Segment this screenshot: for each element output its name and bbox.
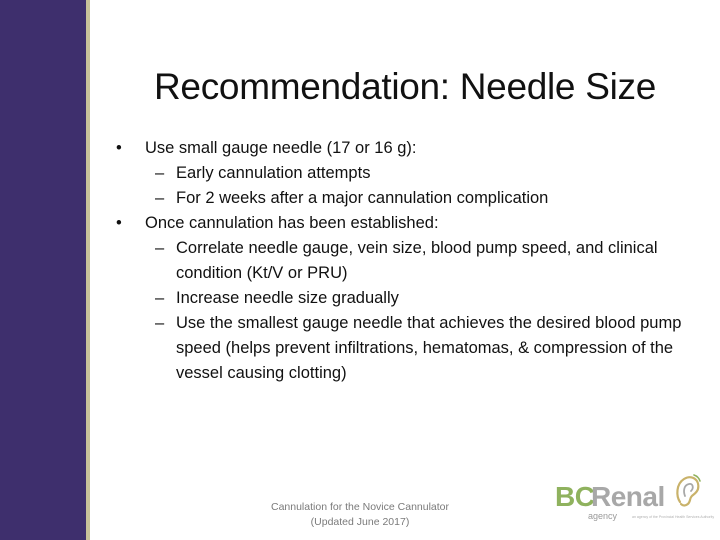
ear-icon — [672, 472, 702, 512]
bc-renal-logo — [552, 470, 715, 530]
bullet-item — [110, 136, 700, 161]
slide-title: Recommendation: Needle Size — [154, 66, 656, 107]
sub-bullet-text: Correlate needle gauge, vein size, blood pump speed, and clinical condition (Kt/V or PRU) — [176, 239, 658, 282]
logo-tagline: an agency of the Provincial Health Services Authority — [632, 515, 715, 519]
sub-bullet-marker: – — [155, 189, 165, 207]
bullet-text: Once cannulation has been established: — [145, 214, 439, 232]
bullet-marker: • — [116, 214, 122, 232]
sub-bullet-item — [110, 186, 700, 211]
sub-bullet-marker: – — [155, 289, 165, 307]
logo-agency-text: agency — [588, 511, 618, 521]
sub-bullet-text: For 2 weeks after a major cannulation complication — [176, 189, 549, 207]
footer-title: Cannulation for the Novice Cannulator — [270, 501, 450, 513]
bullet-item — [110, 211, 700, 236]
footer-date: (Updated June 2017) — [310, 516, 410, 528]
slide-footer — [250, 500, 470, 530]
logo-renal-text: Renal — [591, 481, 665, 512]
sub-bullet-item — [110, 286, 700, 311]
sub-bullet-marker: – — [155, 239, 165, 257]
sidebar-band — [0, 0, 86, 540]
logo-bc-text: BC — [555, 481, 595, 512]
sub-bullet-item — [110, 236, 700, 286]
sub-bullet-text: Increase needle size gradually — [176, 289, 399, 307]
sub-bullet-item — [110, 161, 700, 186]
sub-bullet-marker: – — [155, 164, 165, 182]
sub-bullet-marker: – — [155, 314, 165, 332]
sub-bullet-text: Early cannulation attempts — [176, 164, 371, 182]
bullet-text: Use small gauge needle (17 or 16 g): — [145, 139, 417, 157]
sub-bullet-item — [110, 311, 700, 386]
sub-bullet-text: Use the smallest gauge needle that achieves the desired blood pump speed (helps prevent infiltrations, hematomas, & compression of the vessel causing clotting) — [176, 314, 682, 382]
bullet-marker: • — [116, 139, 122, 157]
slide-content — [110, 136, 700, 386]
